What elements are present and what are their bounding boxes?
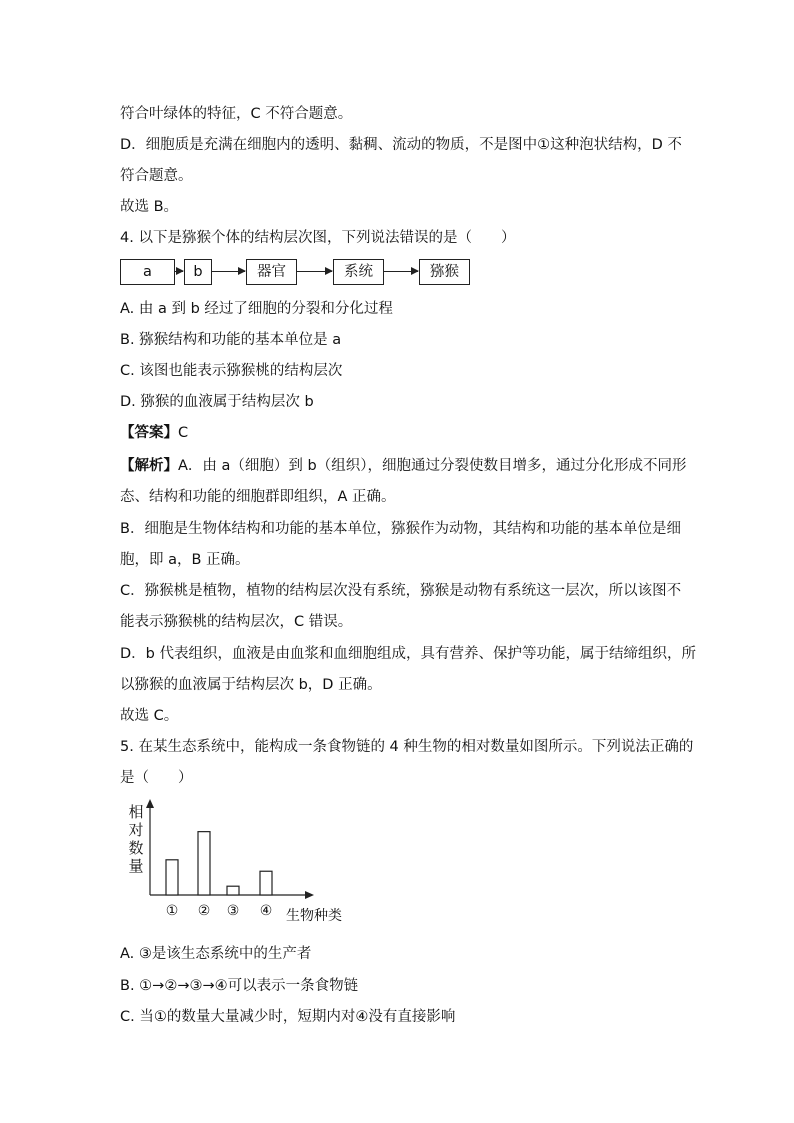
text-line: B．细胞是生物体结构和功能的基本单位，猕猴作为动物，其结构和功能的基本单位是细 [120, 521, 681, 537]
explanation-line [120, 456, 686, 476]
option-c: C. 当①的数量大量减少时，短期内对④没有直接影响 [120, 1009, 456, 1025]
option-b: B. ①→②→③→④可以表示一条食物链 [120, 978, 359, 994]
text-line: 符合叶绿体的特征，C 不符合题意。 [120, 106, 353, 122]
flow-box-a: a [120, 259, 175, 285]
bar-4 [260, 871, 272, 895]
option-a: A. 由 a 到 b 经过了细胞的分裂和分化过程 [120, 301, 393, 317]
text-line: 故选 B。 [120, 199, 179, 215]
text-line: D．b 代表组织，血液是由血浆和血细胞组成，具有营养、保护等功能，属于结缔组织，所 [120, 646, 696, 662]
question-5-stem: 5. 在某生态系统中，能构成一条食物链的 4 种生物的相对数量如图所示。下列说法正确的 [120, 739, 694, 755]
option-d: D. 猕猴的血液属于结构层次 b [120, 394, 314, 410]
flow-arrow [384, 271, 418, 272]
text-line: 能表示猕猴桃的结构层次，C 错误。 [120, 614, 353, 630]
flow-box-system: 系统 [333, 259, 384, 285]
text-line: 故选 C。 [120, 708, 179, 724]
y-axis-label-text: 相对数量 [128, 803, 144, 875]
text-line: C．猕猴桃是植物，植物的结构层次没有系统，猕猴是动物有系统这一层次，所以该图不 [120, 583, 682, 599]
text-line: 以猕猴的血液属于结构层次 b，D 正确。 [120, 677, 382, 693]
explanation-label: 【解析】 [120, 458, 178, 474]
option-a: A. ③是该生态系统中的生产者 [120, 946, 312, 962]
bar-3 [227, 886, 239, 895]
answer-label: 【答案】 [120, 425, 178, 441]
flow-arrow [175, 271, 183, 272]
option-b: B. 猕猴结构和功能的基本单位是 a [120, 332, 342, 348]
text-line: 胞，即 a，B 正确。 [120, 552, 250, 568]
flow-arrow [212, 271, 245, 272]
flow-arrow [297, 271, 332, 272]
flow-box-macaque: 猕猴 [419, 259, 470, 285]
flow-box-organ: 器官 [246, 259, 297, 285]
option-c: C. 该图也能表示猕猴桃的结构层次 [120, 363, 343, 379]
question-5-stem: 是（ ） [120, 770, 193, 786]
question-4-stem: 4. 以下是猕猴个体的结构层次图，下列说法错误的是（ ） [120, 230, 516, 246]
text-line: 态、结构和功能的细胞群即组织，A 正确。 [120, 489, 396, 505]
bar-2 [198, 832, 210, 895]
text-line: 符合题意。 [120, 168, 193, 184]
x-tick-label: ① [165, 903, 179, 919]
x-tick-label: ② [197, 903, 211, 919]
text-line: D．细胞质是充满在细胞内的透明、黏稠、流动的物质，不是图中①这种泡状结构，D 不 [120, 137, 682, 153]
x-axis-arrow [305, 891, 314, 899]
flow-box-b: b [184, 259, 212, 285]
bar-chart [120, 795, 360, 930]
x-tick-label: ③ [226, 903, 240, 919]
explanation-text: A．由 a（细胞）到 b（组织），细胞通过分裂使数目增多，通过分化形成不同形 [178, 458, 687, 474]
x-axis-label: 生物种类 [286, 908, 342, 924]
x-tick-label: ④ [259, 903, 273, 919]
y-axis-label [128, 803, 143, 875]
bar-1 [166, 860, 178, 895]
y-axis-arrow [146, 799, 154, 808]
answer-value: C [178, 425, 189, 441]
answer-line [120, 423, 188, 443]
